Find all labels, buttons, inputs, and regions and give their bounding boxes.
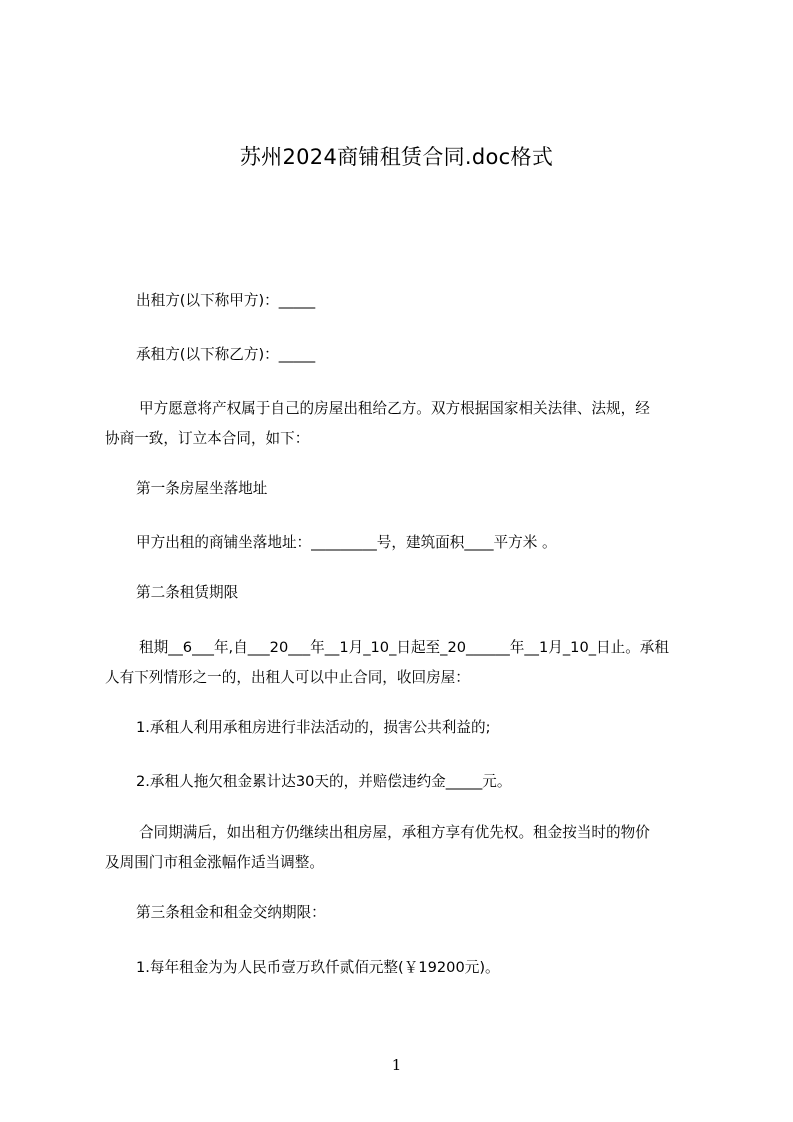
lease-term-line-1: 租期__6___年,自___20___年__1月_10_日起至_20______年__1月_10_日止。承租	[139, 639, 669, 656]
article-3-heading: 第三条租金和租金交纳期限：	[136, 904, 326, 921]
rent-item-1: 1.每年租金为为人民币壹万玖仟贰佰元整(￥19200元)。	[136, 959, 500, 976]
lease-term-paragraph	[105, 633, 710, 693]
lessee-line: 承租方(以下称乙方)：_____	[136, 346, 316, 363]
article-2-heading: 第二条租赁期限	[136, 584, 239, 601]
page-number: 1	[391, 1056, 402, 1074]
termination-item-2: 2.承租人拖欠租金累计达30天的，并赔偿违约金_____元。	[136, 773, 512, 790]
expiry-line-1: 合同期满后，如出租方仍继续出租房屋，承租方享有优先权。租金按当时的物价	[139, 824, 650, 841]
expiry-paragraph	[105, 818, 710, 878]
intro-paragraph	[105, 394, 710, 454]
article-1-address: 甲方出租的商铺坐落地址：_________号，建筑面积____平方米 。	[136, 534, 557, 551]
document-title: 苏州2024商铺租赁合同.doc格式	[239, 145, 554, 169]
expiry-line-2: 及周围门市租金涨幅作适当调整。	[105, 854, 324, 871]
intro-line-1: 甲方愿意将产权属于自己的房屋出租给乙方。双方根据国家相关法律、法规，经	[139, 400, 650, 417]
lessor-line: 出租方(以下称甲方)：_____	[136, 292, 316, 309]
lease-term-line-2: 人有下列情形之一的，出租人可以中止合同，收回房屋：	[105, 669, 470, 686]
intro-line-2: 协商一致，订立本合同，如下：	[105, 430, 310, 447]
article-1-heading: 第一条房屋坐落地址	[136, 480, 268, 497]
termination-item-1: 1.承租人利用承租房进行非法活动的，损害公共利益的;	[136, 719, 491, 736]
